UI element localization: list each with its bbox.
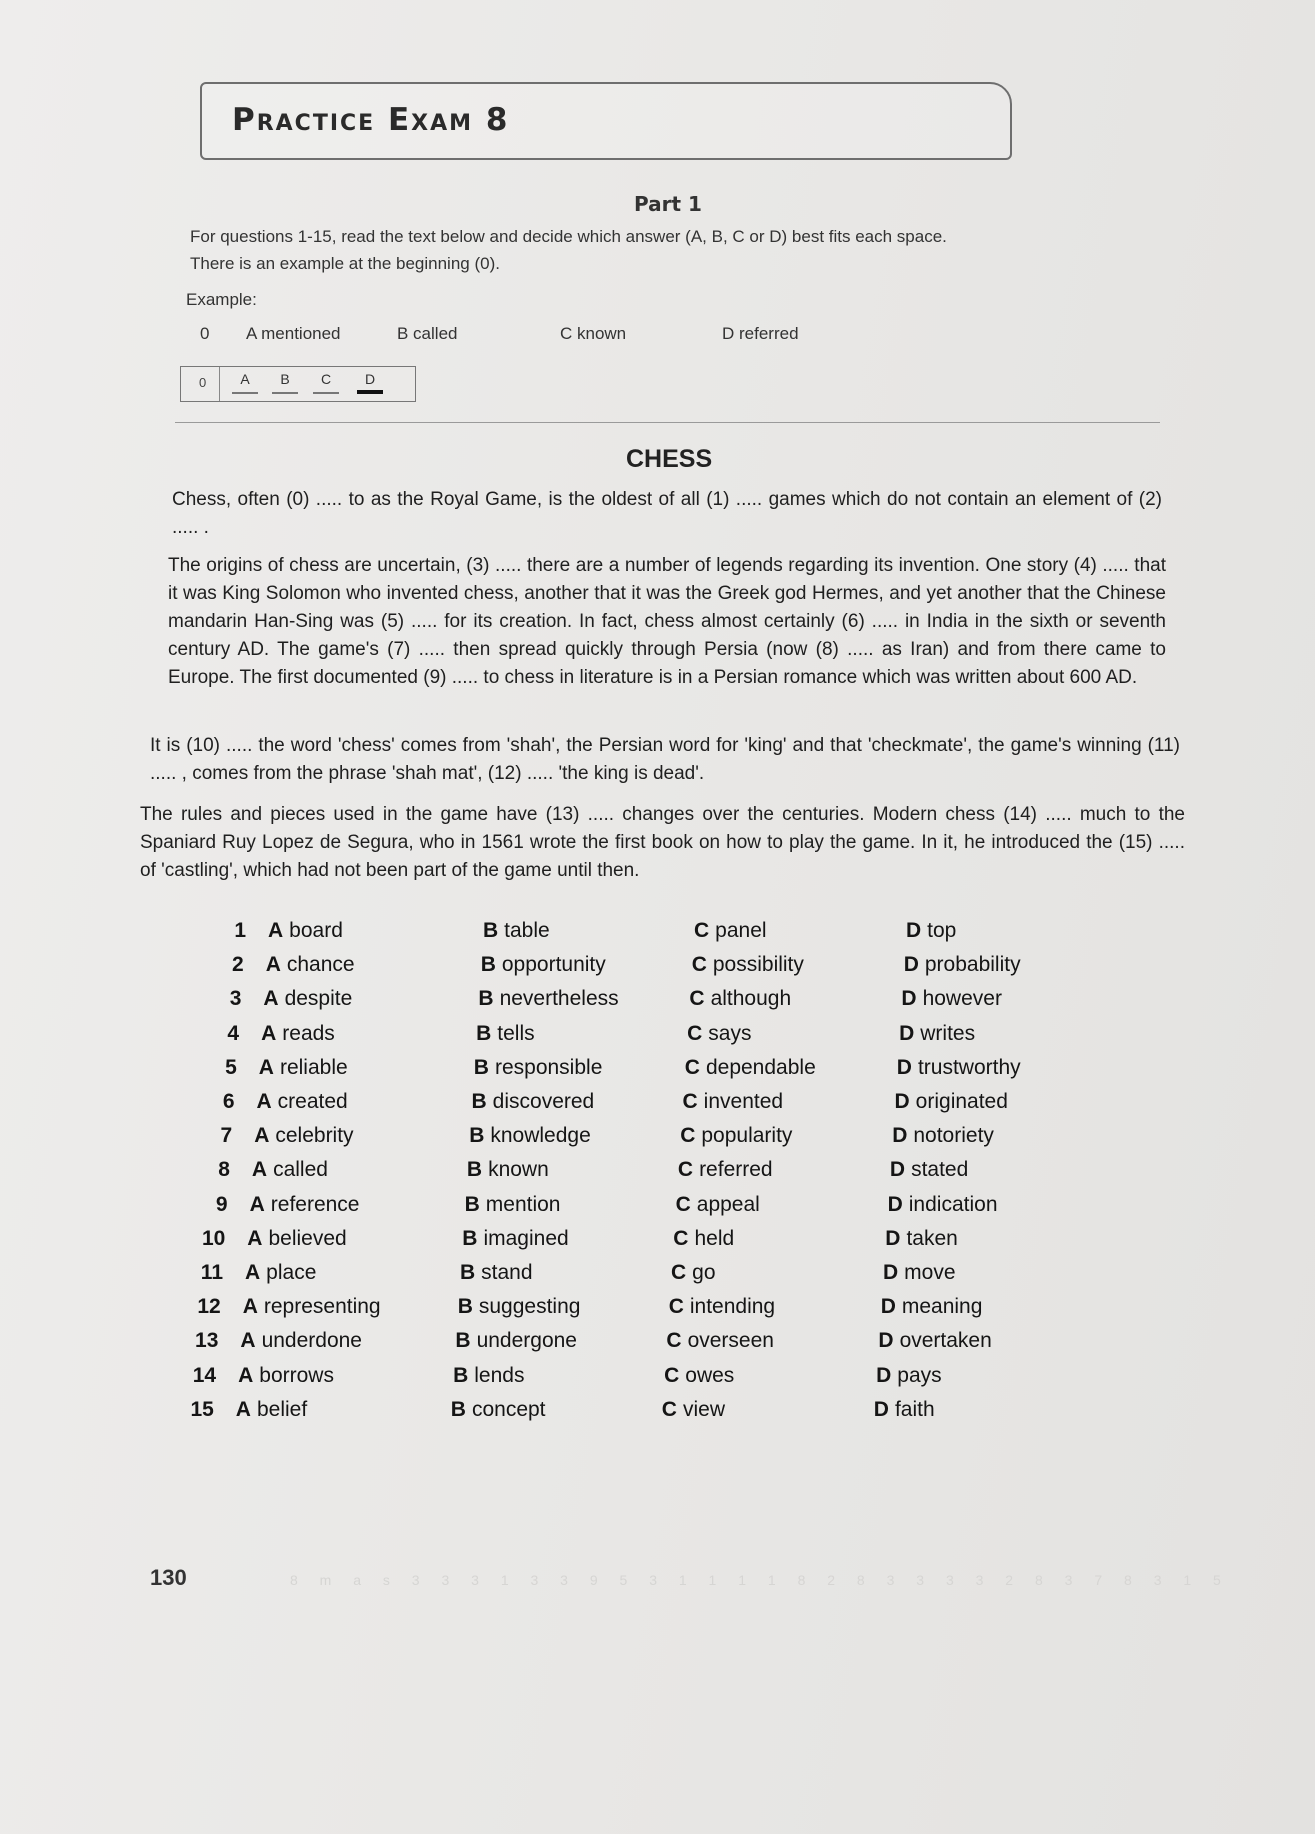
answer-letter-a: A: [240, 1329, 256, 1353]
passage-title: CHESS: [626, 445, 713, 473]
answer-option-d: [888, 1193, 998, 1217]
divider-rule: [175, 422, 1160, 423]
answer-letter-b: B: [480, 953, 496, 977]
answer-row-number: 1: [234, 919, 246, 942]
answer-word-a: despite: [284, 987, 353, 1011]
answer-word-a: reads: [282, 1021, 335, 1045]
passage-paragraph-4: The rules and pieces used in the game have (13) ..... changes over the centuries. Modern chess (14) ..... much to the Spaniard Ruy Lopez de Segura, who in 1561 wrote the first book on how to play the game. In it, he introduced the (15) ..... of 'castling', which had not been part of the game until then.: [140, 804, 1185, 881]
answer-word-c: overseen: [687, 1329, 774, 1353]
answer-option-c: [671, 1261, 716, 1285]
answer-word-b: opportunity: [501, 953, 606, 977]
answer-row-number: 10: [201, 1226, 226, 1250]
answer-word-d: however: [922, 987, 1002, 1011]
answer-option-d: [895, 1090, 1008, 1114]
answer-letter-c: C: [673, 1226, 689, 1250]
answer-letter-c: C: [675, 1192, 691, 1216]
answer-word-b: mention: [485, 1192, 561, 1216]
answer-word-d: probability: [924, 953, 1021, 977]
answer-option-a: [252, 1158, 328, 1182]
answer-word-d: taken: [906, 1226, 958, 1250]
answer-row-number: 14: [192, 1363, 217, 1387]
answer-letter-a: A: [256, 1090, 272, 1113]
answer-option-c: [694, 919, 767, 943]
answer-word-c: go: [692, 1261, 716, 1284]
answer-word-a: belief: [256, 1397, 308, 1421]
answer-word-b: tells: [497, 1021, 535, 1045]
answer-letter-b: B: [483, 919, 499, 942]
answer-letter-c: C: [684, 1055, 700, 1079]
answer-word-c: referred: [699, 1158, 773, 1182]
answer-letter-a: A: [235, 1397, 251, 1421]
answer-option-d: [885, 1227, 958, 1251]
answer-word-d: overtaken: [899, 1329, 992, 1353]
grid-number: 0: [199, 375, 207, 390]
answer-word-c: invented: [703, 1090, 784, 1113]
answer-row-number: 6: [222, 1090, 235, 1113]
page-title: Practice Exam 8: [232, 102, 510, 138]
answer-word-d: notoriety: [913, 1124, 994, 1148]
answer-option-b: [483, 919, 550, 943]
answer-option-c: [664, 1364, 734, 1388]
answer-letter-c: C: [666, 1329, 682, 1353]
answer-word-c: dependable: [705, 1055, 816, 1079]
grid-letter-b: B: [280, 371, 290, 387]
answer-word-b: nevertheless: [499, 987, 619, 1011]
answer-word-c: appeal: [696, 1192, 760, 1216]
answer-letter-b: B: [469, 1124, 485, 1148]
answer-word-a: board: [289, 919, 343, 942]
answer-word-a: called: [273, 1158, 328, 1182]
answer-word-a: representing: [263, 1295, 381, 1319]
answer-word-b: known: [488, 1158, 549, 1182]
answer-word-c: panel: [715, 919, 767, 942]
answer-letter-d: D: [887, 1192, 903, 1216]
answer-letter-c: C: [668, 1295, 684, 1319]
answer-word-a: celebrity: [275, 1124, 354, 1148]
answer-word-b: discovered: [492, 1090, 595, 1113]
answer-word-b: knowledge: [490, 1124, 591, 1148]
instructions: [190, 223, 1150, 277]
answer-option-a: [247, 1227, 346, 1251]
answer-word-b: suggesting: [478, 1295, 581, 1319]
answer-letter-c: C: [661, 1397, 677, 1421]
grid-line-d-selected: [357, 390, 383, 394]
answer-letter-b: B: [466, 1158, 483, 1182]
answer-option-a: [257, 1090, 348, 1114]
answer-option-b: [476, 1022, 535, 1046]
answer-word-d: trustworthy: [917, 1055, 1021, 1079]
answer-option-a: [250, 1193, 360, 1217]
answer-letter-c: C: [687, 1021, 703, 1045]
instructions-line-1: For questions 1-15, read the text below and decide which answer (A, B, C or D) best fits each space.: [190, 227, 947, 246]
answer-letter-d: D: [894, 1090, 910, 1113]
answer-option-d: [899, 1022, 975, 1046]
example-number: 0: [200, 324, 210, 343]
answer-letter-d: D: [880, 1295, 896, 1319]
answer-letter-a: A: [242, 1295, 258, 1319]
answer-letter-c: C: [694, 919, 710, 942]
example-option-d: D referred: [722, 324, 799, 343]
answer-letter-b: B: [473, 1055, 489, 1079]
answer-letter-d: D: [885, 1226, 901, 1250]
answer-letter-a: A: [249, 1192, 265, 1216]
answer-option-a: [261, 1022, 335, 1046]
answer-word-c: held: [694, 1226, 735, 1250]
grid-line-a: [232, 392, 258, 394]
answer-word-c: popularity: [701, 1124, 793, 1148]
passage-paragraph-1: Chess, often (0) ..... to as the Royal Game, is the oldest of all (1) ..... games which do not contain an element of (2) ..... .: [172, 489, 1162, 538]
answer-option-b: [451, 1398, 546, 1422]
answer-letter-c: C: [682, 1090, 698, 1113]
answer-letter-b: B: [457, 1295, 473, 1319]
answer-option-b: [474, 1056, 603, 1080]
answer-option-c: [689, 987, 791, 1011]
answer-option-a: [266, 953, 355, 977]
answer-letter-d: D: [889, 1158, 906, 1182]
grid-letter-d: D: [364, 371, 376, 387]
answer-letter-c: C: [677, 1158, 694, 1182]
answer-row-number: 8: [218, 1158, 230, 1182]
answer-letter-d: D: [892, 1124, 908, 1148]
example-option-a: A mentioned: [246, 324, 341, 343]
answer-letter-b: B: [462, 1226, 478, 1250]
answer-option-d: [883, 1261, 956, 1285]
answer-word-d: indication: [908, 1192, 998, 1216]
answer-option-c: [666, 1329, 774, 1353]
answer-option-b: [455, 1329, 577, 1353]
answer-option-b: [460, 1261, 533, 1285]
answer-word-b: imagined: [483, 1226, 569, 1250]
answer-letter-d: D: [883, 1261, 899, 1284]
answer-option-b: [458, 1295, 581, 1319]
answer-word-a: chance: [286, 953, 355, 977]
answer-word-b: stand: [481, 1261, 533, 1284]
answer-option-b: [465, 1193, 561, 1217]
grid-letter-c: C: [320, 371, 332, 387]
answer-option-d: [892, 1124, 994, 1148]
answer-word-a: reference: [270, 1192, 360, 1216]
answer-option-c: [683, 1090, 784, 1114]
answer-word-a: place: [266, 1261, 317, 1284]
answer-option-b: [481, 953, 606, 977]
example-label: Example:: [186, 290, 257, 309]
grid-line-b: [272, 392, 298, 394]
page-number: 130: [150, 1565, 187, 1590]
answer-option-b: [469, 1124, 591, 1148]
answer-letter-b: B: [464, 1192, 480, 1216]
answer-letter-a: A: [238, 1363, 254, 1387]
answer-row-number: 9: [215, 1192, 228, 1216]
answer-word-c: possibility: [712, 953, 804, 977]
answer-option-a: [245, 1261, 316, 1285]
answer-option-d: [890, 1158, 968, 1182]
answer-word-a: underdone: [261, 1329, 362, 1353]
answer-letter-d: D: [901, 987, 917, 1011]
answer-option-d: [904, 953, 1021, 977]
answer-letter-c: C: [664, 1363, 680, 1387]
answer-option-a: [254, 1124, 353, 1148]
answer-row-number: 2: [232, 953, 244, 977]
answer-option-c: [685, 1056, 816, 1080]
answer-letter-a: A: [263, 987, 279, 1011]
answer-option-c: [678, 1158, 773, 1182]
answer-word-d: originated: [915, 1090, 1008, 1113]
answer-word-d: writes: [920, 1021, 976, 1045]
answer-option-d: [901, 987, 1002, 1011]
answer-option-a: [259, 1056, 348, 1080]
example-option-c: C known: [560, 324, 627, 343]
passage-paragraph-3: It is (10) ..... the word 'chess' comes from 'shah', the Persian word for 'king' and that 'checkmate', the game's winning (11) ..... , comes from the phrase 'shah mat', (12) ..... 'the king is dead'.: [150, 735, 1180, 784]
answer-letter-a: A: [251, 1158, 268, 1182]
answer-letter-b: B: [476, 1021, 492, 1045]
answer-word-c: owes: [685, 1363, 735, 1387]
answer-letter-d: D: [896, 1055, 912, 1079]
answer-option-c: [673, 1227, 734, 1251]
answer-row-number: 5: [225, 1055, 237, 1079]
answer-option-d: [874, 1398, 935, 1422]
answer-letter-b: B: [478, 987, 494, 1011]
answer-letter-a: A: [247, 1226, 263, 1250]
answer-option-c: [692, 953, 804, 977]
answer-word-d: stated: [911, 1158, 969, 1182]
answer-word-b: table: [504, 919, 550, 942]
answer-word-c: view: [682, 1397, 725, 1421]
answer-option-c: [680, 1124, 792, 1148]
answer-letter-c: C: [680, 1124, 696, 1148]
example-option-b: B called: [397, 324, 458, 343]
answer-option-c: [662, 1398, 725, 1422]
answer-word-b: responsible: [494, 1055, 603, 1079]
answer-option-b: [472, 1090, 595, 1114]
answer-word-a: believed: [268, 1226, 347, 1250]
answer-letter-d: D: [906, 919, 922, 942]
answer-word-c: says: [708, 1021, 752, 1045]
answer-letter-b: B: [450, 1397, 466, 1421]
answer-word-c: although: [710, 987, 792, 1011]
answer-option-c: [687, 1022, 751, 1046]
answer-option-b: [453, 1364, 524, 1388]
answer-letter-c: C: [689, 987, 705, 1011]
answer-word-a: created: [277, 1090, 348, 1113]
answer-row-number: 15: [190, 1397, 214, 1421]
answer-row-number: 7: [220, 1124, 233, 1148]
answer-option-a: [236, 1398, 307, 1422]
answer-word-d: faith: [894, 1397, 935, 1421]
answer-letter-a: A: [245, 1261, 261, 1284]
example-answer-grid: [180, 366, 416, 402]
answer-letter-b: B: [455, 1329, 471, 1353]
answer-letter-a: A: [258, 1055, 274, 1079]
part-label: Part 1: [634, 192, 702, 216]
answer-row-number: 3: [229, 987, 242, 1011]
answer-word-d: top: [927, 919, 957, 942]
answer-word-b: concept: [471, 1397, 546, 1421]
answer-option-d: [897, 1056, 1021, 1080]
answer-option-a: [243, 1295, 381, 1319]
answer-option-a: [263, 987, 352, 1011]
grid-letter-a: A: [240, 371, 250, 387]
answer-option-c: [669, 1295, 775, 1319]
answer-option-a: [240, 1329, 362, 1353]
answer-letter-d: D: [876, 1363, 892, 1387]
answer-option-d: [878, 1329, 991, 1353]
answer-letter-a: A: [265, 953, 281, 977]
answer-row-number: 12: [197, 1295, 221, 1319]
answer-letter-d: D: [873, 1397, 889, 1421]
answer-word-d: move: [904, 1261, 956, 1284]
answer-option-d: [881, 1295, 983, 1319]
answer-option-b: [478, 987, 618, 1011]
answer-letter-b: B: [453, 1363, 469, 1387]
grid-line-c: [313, 392, 339, 394]
answer-option-d: [876, 1364, 942, 1388]
answer-option-b: [467, 1158, 549, 1182]
passage-paragraph-2: The origins of chess are uncertain, (3) ..... there are a number of legends regarding its invention. One story (4) ..... that it was King Solomon who invented chess, another that it was the Greek god Hermes, and yet another that the Chinese mandarin Han-Sing was (5) ..... for its creation. In fact, chess almost certainly (6) ..... in India in the sixth or seventh century AD. The game's (7) ..... then spread quickly through Persia (now (8) ..... as Iran) and from there came to Europe. The first documented (9) ..... to chess in literature is in a Persian romance which was written about 600 AD.: [168, 555, 1166, 688]
answer-option-c: [676, 1193, 760, 1217]
answer-letter-a: A: [261, 1021, 277, 1045]
answer-word-a: reliable: [279, 1055, 348, 1079]
answer-option-a: [238, 1364, 334, 1388]
answer-row-number: 11: [200, 1261, 223, 1284]
answer-option-a: [268, 919, 343, 943]
title-box: [200, 82, 1012, 160]
instructions-line-2: There is an example at the beginning (0).: [190, 254, 500, 273]
answer-letter-c: C: [671, 1261, 687, 1284]
answer-row-number: 4: [227, 1021, 240, 1045]
answer-letter-c: C: [691, 953, 707, 977]
answer-word-d: pays: [897, 1363, 942, 1387]
answer-word-d: meaning: [901, 1295, 983, 1319]
answer-option-b: [462, 1227, 568, 1251]
answer-letter-d: D: [903, 953, 919, 977]
answer-word-b: lends: [474, 1363, 525, 1387]
answer-word-a: borrows: [259, 1363, 334, 1387]
answer-letter-b: B: [471, 1090, 487, 1113]
answer-option-d: [906, 919, 956, 943]
answer-letter-a: A: [254, 1124, 270, 1148]
answer-letter-b: B: [460, 1261, 476, 1284]
bleed-through-marks: 8 m a s 3 3 3 1 3 3 9 5 3 1 1 1 1 8 2 8 3 3 3 3 2 8 3 7 8 3 1 5: [290, 1572, 1230, 1588]
answer-letter-d: D: [899, 1021, 915, 1045]
answer-row-number: 13: [195, 1329, 219, 1353]
answer-letter-d: D: [878, 1329, 894, 1353]
answer-word-b: undergone: [476, 1329, 577, 1353]
grid-divider: [219, 367, 220, 401]
answer-word-c: intending: [689, 1295, 776, 1319]
answer-letter-a: A: [268, 919, 284, 942]
